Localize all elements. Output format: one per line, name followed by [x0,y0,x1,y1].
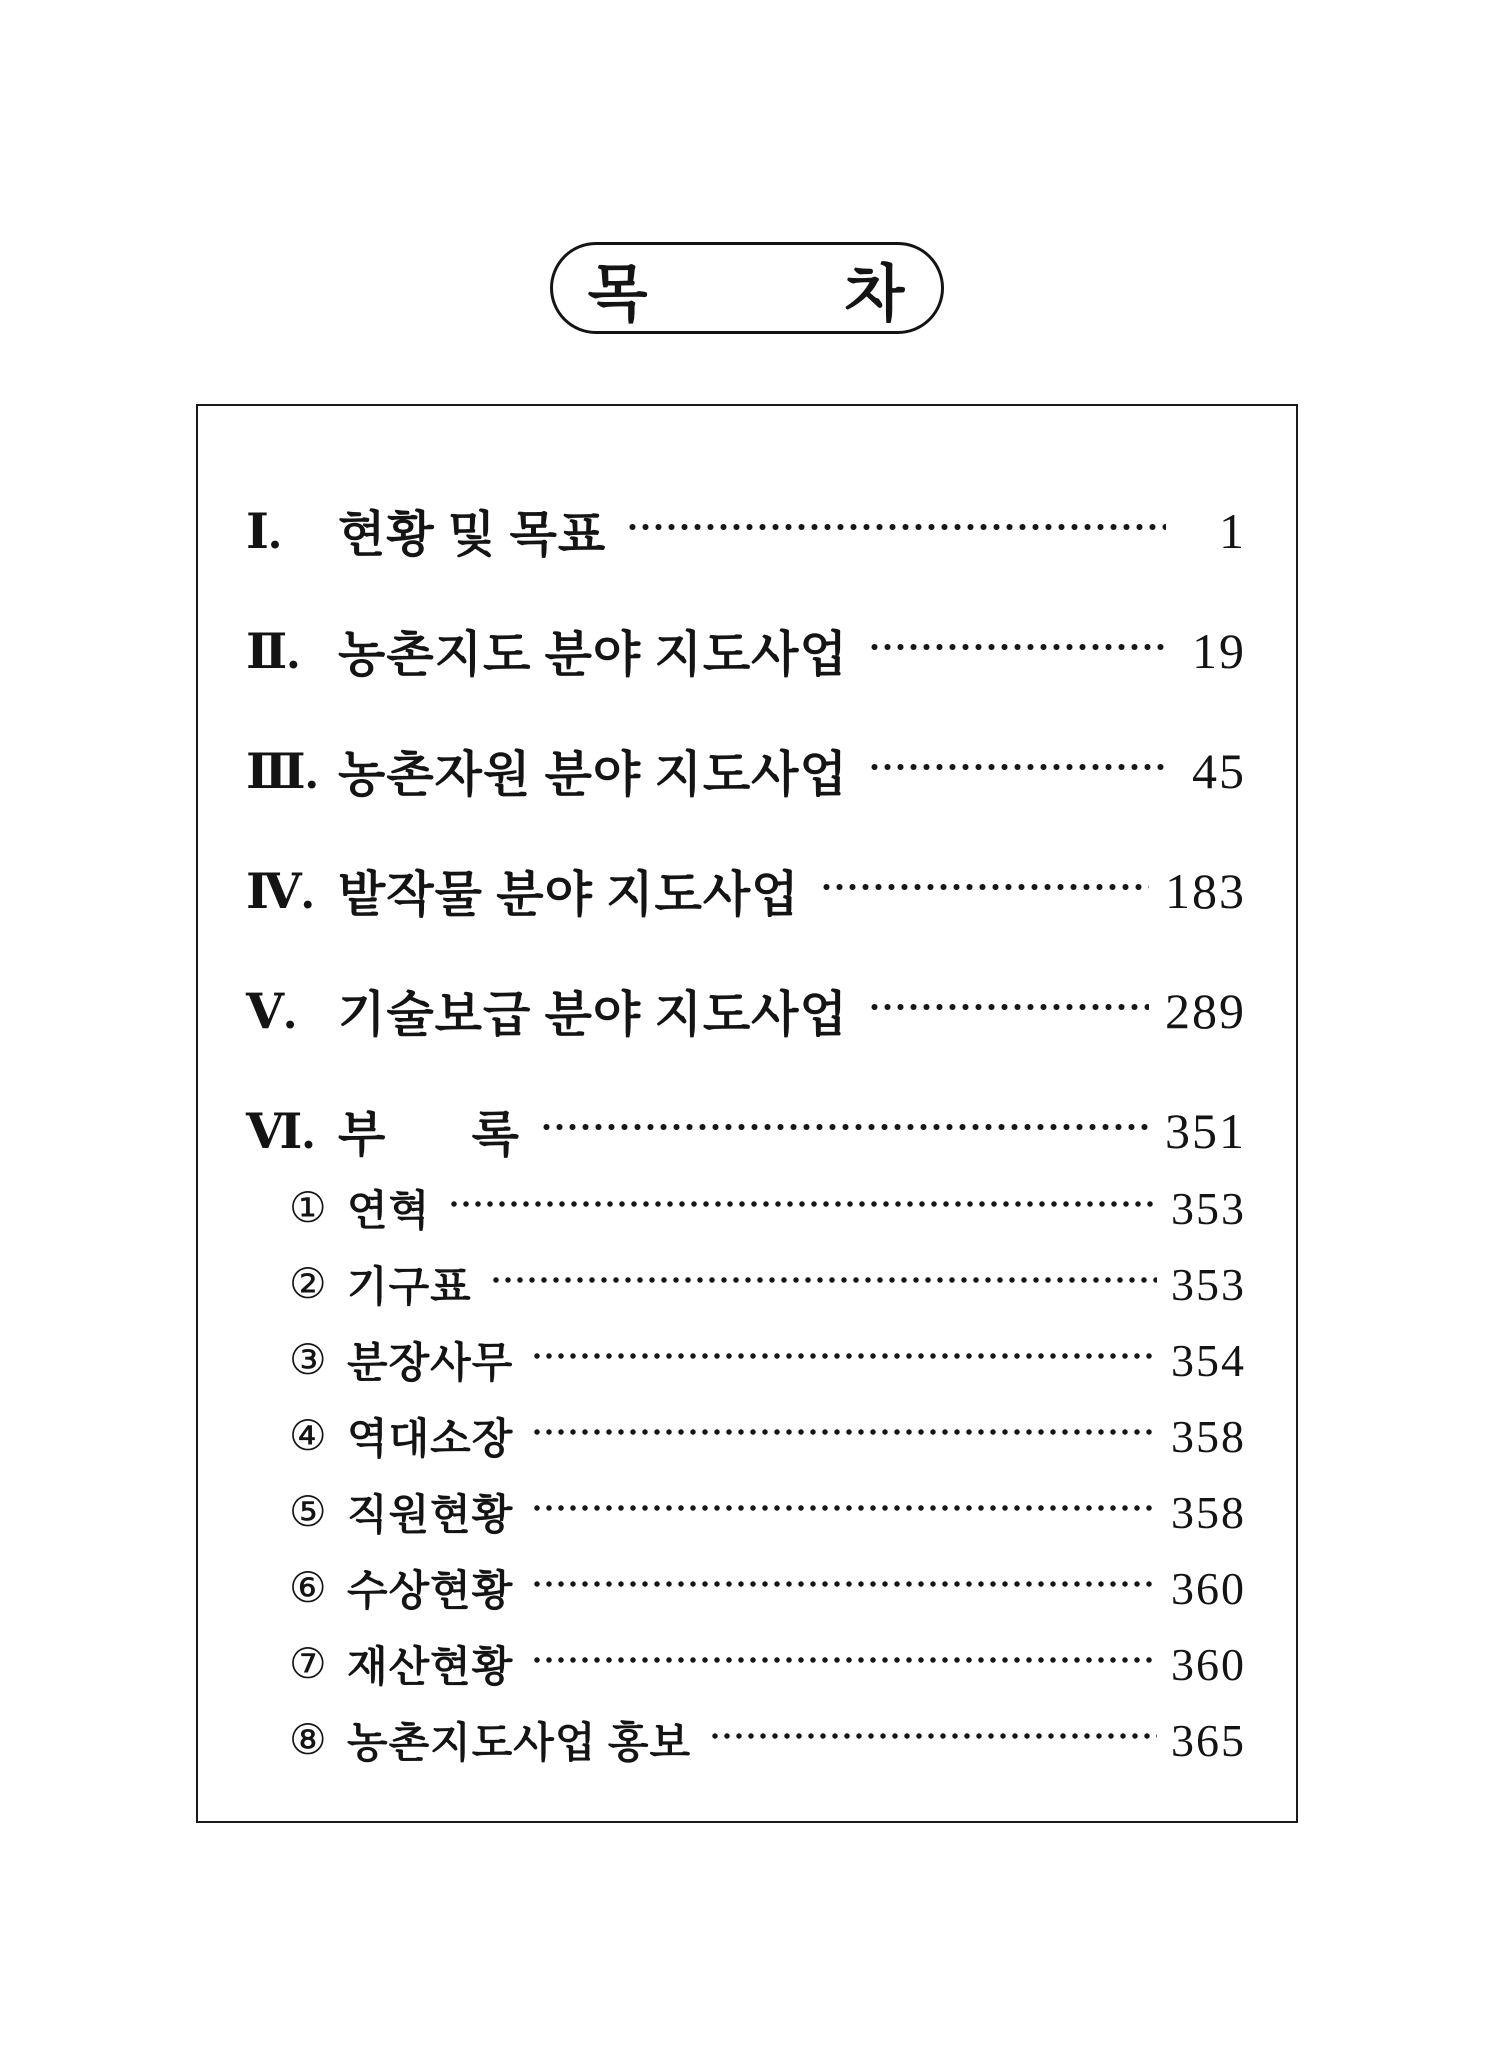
entry-title: 농촌자원 분야 지도사업 [338,747,848,802]
toc-appendix-list [246,1183,1246,1765]
toc-entry [246,862,1246,920]
entry-numeral: Ⅱ. [246,624,300,679]
toc-sub-entry [289,1183,1246,1233]
entry-title: 수상현황 [347,1569,514,1615]
entry-title: 부 록 [338,1107,520,1162]
entry-page-number: 351 [1165,1103,1246,1159]
entry-title: 농촌지도 분야 지도사업 [338,627,848,682]
dot-leader [868,761,1166,773]
toc-title-badge [550,242,944,334]
toc-entry [246,1102,1246,1160]
entry-title: 분장사무 [347,1341,514,1387]
entry-page-number: 289 [1165,983,1246,1039]
dot-leader [868,641,1166,653]
toc-title-text: 목 차 [587,260,907,329]
entry-page-number: 183 [1165,863,1246,919]
entry-page-number: 358 [1171,1486,1246,1538]
entry-numeral: Ⅰ. [246,504,282,559]
entry-circled-number: ① [289,1186,327,1232]
toc-entry [246,622,1246,680]
entry-page-number: 360 [1171,1638,1246,1690]
toc-sub-entry [289,1639,1246,1689]
entry-circled-number: ③ [289,1338,327,1384]
entry-circled-number: ⑦ [289,1642,327,1688]
entry-page-number: 365 [1171,1714,1246,1766]
dot-leader [531,1654,1157,1666]
dot-leader [448,1198,1157,1210]
toc-sub-entry [289,1715,1246,1765]
entry-page-number: 45 [1192,743,1246,799]
entry-title: 기구표 [347,1265,472,1311]
entry-title: 현황 및 목표 [338,507,607,562]
toc-sub-entry [289,1411,1246,1461]
toc-box [196,404,1298,1823]
entry-numeral: Ⅴ. [246,984,297,1039]
entry-title: 농촌지도사업 홍보 [347,1721,692,1767]
dot-leader [626,521,1166,533]
entry-title: 직원현황 [347,1493,514,1539]
dot-leader [531,1578,1157,1590]
entry-title: 기술보급 분야 지도사업 [338,987,848,1042]
dot-leader [531,1502,1157,1514]
entry-circled-number: ⑥ [289,1566,327,1612]
dot-leader [540,1121,1149,1133]
dot-leader [868,1001,1149,1013]
entry-title: 재산현황 [347,1645,514,1691]
entry-page-number: 358 [1171,1410,1246,1462]
toc-sub-entry [289,1335,1246,1385]
entry-circled-number: ⑧ [289,1718,327,1764]
entry-page-number: 360 [1171,1562,1246,1614]
entry-page-number: 354 [1171,1334,1246,1386]
entry-title: 밭작물 분야 지도사업 [338,867,800,922]
entry-numeral: Ⅳ. [246,864,314,919]
entry-circled-number: ⑤ [289,1490,327,1536]
toc-entry [246,982,1246,1040]
entry-page-number: 19 [1192,623,1246,679]
entry-page-number: 353 [1171,1182,1246,1234]
dot-leader [531,1426,1157,1438]
entry-circled-number: ④ [289,1414,327,1460]
dot-leader [820,881,1149,893]
toc-main-list [246,502,1246,1160]
entry-title: 역대소장 [347,1417,514,1463]
toc-sub-entry [289,1487,1246,1537]
entry-page-number: 1 [1219,503,1246,559]
toc-entry [246,502,1246,560]
dot-leader [531,1350,1157,1362]
toc-entry [246,742,1246,800]
entry-circled-number: ② [289,1262,327,1308]
entry-title: 연혁 [347,1189,431,1235]
dot-leader [490,1274,1157,1286]
dot-leader [709,1730,1157,1742]
entry-page-number: 353 [1171,1258,1246,1310]
toc-sub-entry [289,1563,1246,1613]
entry-numeral: Ⅵ. [246,1104,315,1159]
entry-numeral: Ⅲ. [246,744,318,799]
toc-sub-entry [289,1259,1246,1309]
